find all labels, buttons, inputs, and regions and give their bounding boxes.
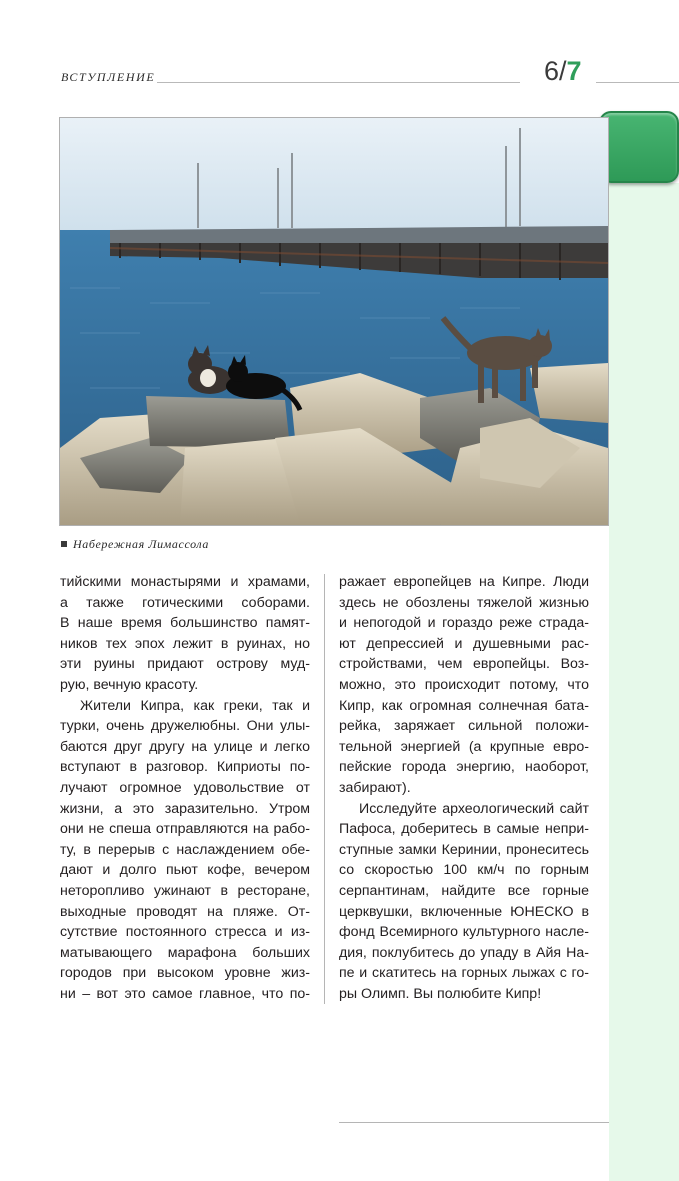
- photo-limassol-embankment: [59, 117, 609, 526]
- section-title: ВСТУПЛЕНИЕ: [61, 70, 156, 84]
- text-line: дия, поклубитесь до упаду в Айя На-: [339, 944, 589, 961]
- photo-caption: [61, 537, 209, 552]
- text-line: дают и долго пьют кофе, вечером: [60, 862, 310, 879]
- text-line: рейка, заряжает сильной положи-: [339, 718, 589, 735]
- text-line: пе и скатитесь на горных лыжах с го-: [339, 965, 589, 982]
- text-line: и непогодой и гораздо реже страда-: [339, 615, 589, 632]
- text-line: тельной энергией (а крупные евро-: [339, 738, 589, 755]
- page-number-separator: /: [559, 56, 567, 86]
- text-line: ют депрессией и душевными рас-: [339, 635, 589, 652]
- chapter-tab[interactable]: [599, 111, 679, 183]
- header-rule-right: [596, 82, 679, 83]
- text-line: Исследуйте археологический сайт: [359, 800, 589, 817]
- side-margin-strip: [609, 183, 679, 1181]
- header-rule: [157, 82, 520, 83]
- text-line: В наше время большинство памят-: [60, 615, 310, 632]
- text-line: Пафоса, доберитесь в самые непри-: [339, 821, 589, 838]
- text-line: эти руины придают острову муд-: [60, 656, 310, 673]
- text-line: баются друг другу на улице и легко: [60, 738, 310, 755]
- text-column-left: [60, 572, 310, 1004]
- text-line: ников тех эпох лежит в руинах, но: [60, 635, 310, 652]
- text-line: сутствие постоянного стресса и из-: [60, 924, 310, 941]
- text-line: Кипр, как огромная солнечная бата-: [339, 697, 589, 714]
- text-line: неторопливо ужинают в ресторане,: [60, 882, 310, 899]
- text-line: вступают в разговор. Киприоты по-: [60, 759, 310, 776]
- text-line: выходные проводят на пляже. От-: [60, 903, 310, 920]
- page-number-value: 6: [544, 56, 560, 86]
- text-line: фонд Всемирного культурного насле-: [339, 924, 589, 941]
- text-line: забирают).: [339, 779, 411, 796]
- text-line: ражает европейцев на Кипре. Люди: [339, 574, 589, 590]
- text-column-right: [339, 572, 589, 1004]
- column-divider: [324, 574, 325, 1004]
- text-line: Жители Кипра, как греки, так и: [80, 697, 310, 714]
- text-line: рую, вечную красоту.: [60, 676, 199, 693]
- text-line: церквушки, включенные ЮНЕСКО в: [339, 903, 589, 920]
- text-line: жизни, а это заразительно. Утром: [60, 800, 310, 817]
- text-line: лучают огромное удовольствие от: [60, 779, 310, 796]
- text-line: а также готическими соборами.: [60, 594, 310, 611]
- chapter-number: 7: [566, 56, 582, 86]
- text-line: они не спеша отправляются на рабо-: [60, 821, 310, 838]
- text-line: пейские города энергию, наоборот,: [339, 759, 589, 776]
- caption-text: Набережная Лимассола: [73, 537, 209, 551]
- text-line: матывающего марафона больших: [60, 944, 310, 961]
- text-line: ту, в перерыв с наслаждением обе-: [60, 841, 310, 858]
- text-line: стройствами, чем европейцы. Воз-: [339, 656, 589, 673]
- text-line: городов при высоком уровне жиз-: [60, 965, 310, 982]
- text-line: серпантинам, найдите все горные: [339, 882, 589, 899]
- text-line: ни – вот это самое главное, что по-: [60, 985, 310, 1002]
- text-line: ступные замки Керинии, пронеситесь: [339, 841, 589, 858]
- text-line: здесь не обозлены тяжелой жизнью: [339, 594, 589, 611]
- text-line: ры Олимп. Вы полюбите Кипр!: [339, 985, 542, 1002]
- text-line: можно, это происходит потому, что: [339, 676, 589, 693]
- text-line: турки, очень дружелюбны. Они улы-: [60, 718, 310, 735]
- text-line: со скоростью 100 км/ч по горным: [339, 862, 589, 879]
- text-line: тийскими монастырями и храмами,: [60, 574, 310, 590]
- footer-rule: [339, 1122, 609, 1123]
- page-number: [544, 56, 582, 87]
- caption-bullet-icon: [61, 541, 67, 547]
